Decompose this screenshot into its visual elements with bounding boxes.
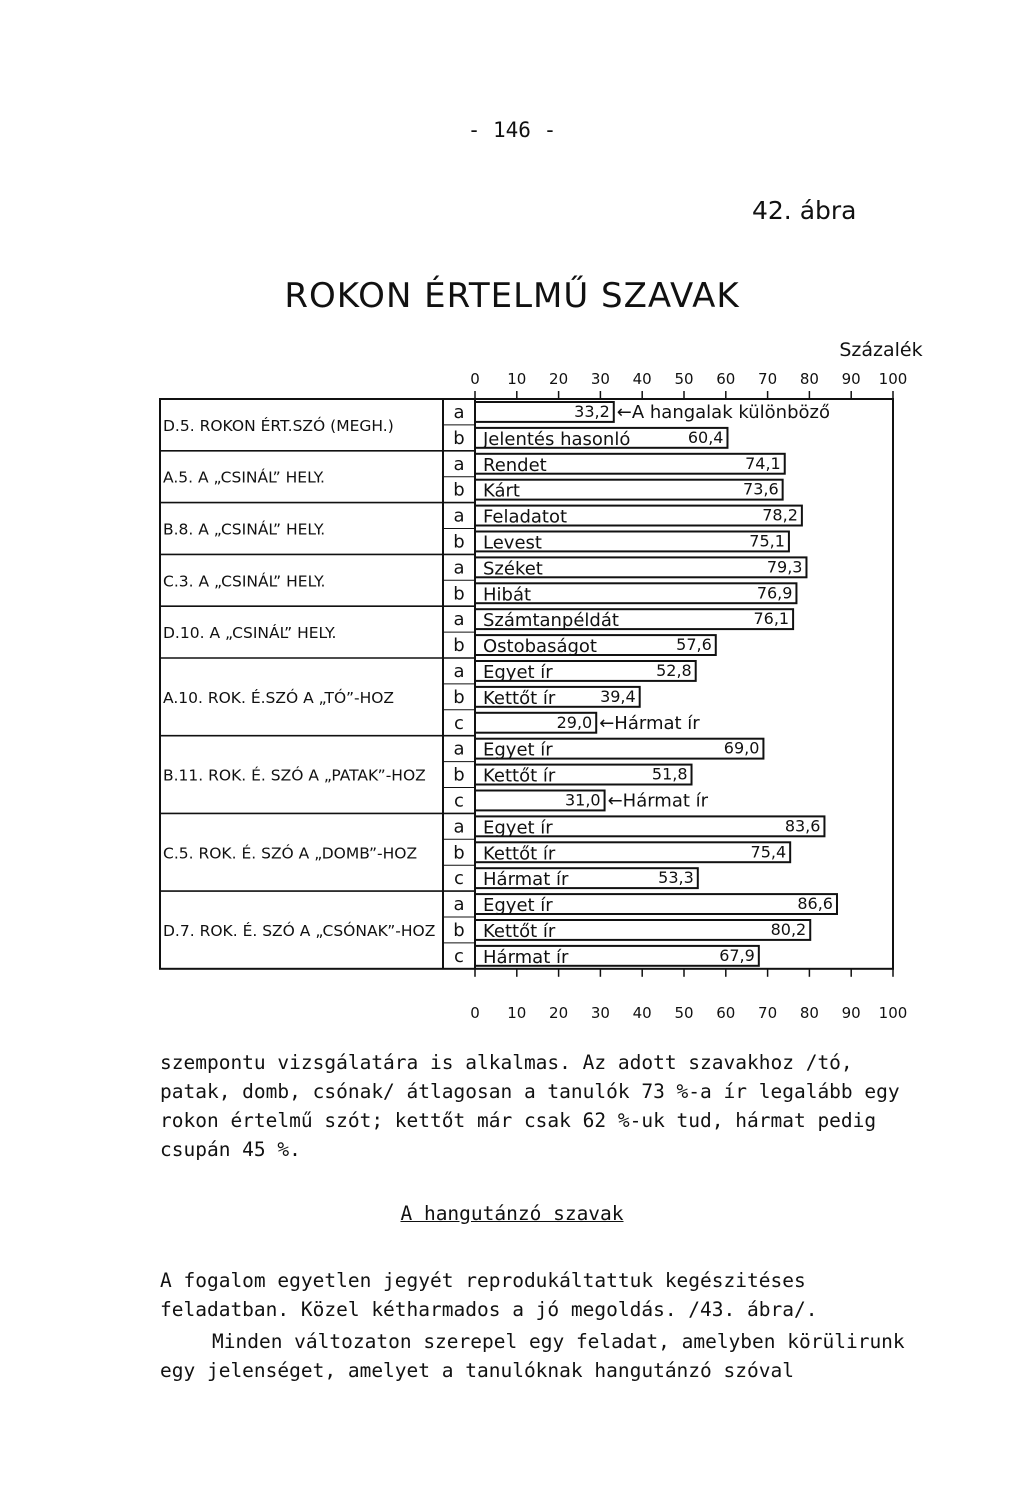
x-tick-label-top: 100 bbox=[878, 370, 908, 388]
bar-value-label: 39,4 bbox=[600, 686, 636, 706]
row-key-label: b bbox=[453, 686, 465, 708]
group-label: B.11. ROK. É. SZÓ A „PATAK”-HOZ bbox=[163, 766, 426, 785]
group-label: A.5. A „CSINÁL” HELY. bbox=[163, 468, 325, 487]
bar-text-label: Egyet ír bbox=[483, 739, 553, 761]
x-tick-label-bottom: 10 bbox=[507, 1004, 527, 1022]
row-key-label: a bbox=[453, 453, 465, 475]
x-tick-label-bottom: 50 bbox=[674, 1004, 694, 1022]
bar-value-label: 75,4 bbox=[750, 842, 787, 862]
row-key-label: a bbox=[453, 894, 465, 916]
body-paragraph-2: A fogalom egyetlen jegyét reprodukáltattuk kegészitéses feladatban. Közel kétharmados a jó megoldás. /43. ábra/. bbox=[160, 1269, 818, 1321]
bar-text-label: Egyet ír bbox=[483, 895, 553, 917]
bar-text-label: Feladatot bbox=[483, 506, 568, 528]
bar-text-label: Levest bbox=[483, 532, 542, 554]
bar-value-label: 79,3 bbox=[766, 557, 803, 577]
bar-value-label: 29,0 bbox=[556, 712, 593, 732]
group-label: D.5. ROKON ÉRT.SZÓ (MEGH.) bbox=[163, 416, 394, 435]
bar-value-label: 52,8 bbox=[656, 661, 692, 680]
bar-value-label: 51,8 bbox=[651, 764, 688, 784]
row-key-label: a bbox=[453, 738, 465, 760]
x-tick-label-bottom: 60 bbox=[716, 1004, 736, 1022]
row-key-label: a bbox=[453, 816, 465, 838]
bar-text-label: Kettőt ír bbox=[483, 687, 556, 709]
row-key-label: c bbox=[454, 790, 464, 812]
bar-value-label: 83,6 bbox=[784, 816, 821, 836]
x-tick-label-bottom: 80 bbox=[799, 1004, 819, 1022]
row-key-label: c bbox=[454, 868, 464, 890]
bar-value-label: 31,0 bbox=[564, 790, 601, 810]
x-tick-label-top: 70 bbox=[758, 370, 778, 388]
group-label: D.10. A „CSINÁL” HELY. bbox=[163, 624, 337, 643]
x-tick-label-top: 0 bbox=[470, 370, 480, 388]
body-paragraph-3: Minden változaton szerepel egy feladat, amelyben körülirunk egy jelenséget, amelyet a tanulóknak hangutánzó szóval bbox=[160, 1330, 905, 1382]
bar-text-label: Rendet bbox=[483, 454, 547, 476]
row-key-label: b bbox=[453, 842, 465, 864]
bar-text-label: Hibát bbox=[483, 584, 532, 606]
row-key-label: b bbox=[453, 427, 465, 449]
chart-title: ROKON ÉRTELMŰ SZAVAK bbox=[284, 276, 740, 316]
section-heading bbox=[0, 1202, 1024, 1225]
row-key-label: a bbox=[453, 557, 465, 579]
bar-value-label: 69,0 bbox=[723, 738, 760, 758]
bar-value-label: 86,6 bbox=[797, 894, 833, 914]
group-label: B.8. A „CSINÁL” HELY. bbox=[163, 520, 326, 539]
x-tick-label-bottom: 30 bbox=[590, 1004, 610, 1022]
body-paragraph-1: szempontu vizsgálatára is alkalmas. Az adott szavakhoz /tó, patak, domb, csónak/ átlagosan a tanulók 73 %-a ír legalább egy rokon értelmű szót; kettőt már csak 62 %-uk tud, hármat pedig csupán 45 %. bbox=[160, 1051, 900, 1161]
x-tick-label-top: 50 bbox=[674, 370, 694, 388]
bar-text-label: Egyet ír bbox=[483, 817, 553, 839]
bar-text-label: Kettőt ír bbox=[483, 843, 556, 865]
row-key-label: c bbox=[454, 945, 464, 967]
bar-value-label: 75,1 bbox=[749, 531, 785, 551]
row-key-label: b bbox=[453, 764, 465, 786]
bar-text-label: Hármat ír bbox=[483, 869, 569, 891]
row-key-label: b bbox=[453, 635, 465, 657]
bar-text-label: ←Hármat ír bbox=[599, 712, 700, 734]
x-tick-label-bottom: 20 bbox=[549, 1004, 569, 1022]
group-label: C.3. A „CSINÁL” HELY. bbox=[163, 572, 326, 591]
bar-text-label: Számtanpéldát bbox=[483, 610, 619, 632]
bar bbox=[475, 480, 783, 500]
row-key-label: b bbox=[453, 479, 465, 501]
row-key-label: c bbox=[454, 712, 464, 734]
axis-unit-label: Százalék bbox=[839, 339, 923, 361]
group-label: D.7. ROK. É. SZÓ A „CSÓNAK”-HOZ bbox=[163, 921, 436, 940]
x-tick-label-bottom: 70 bbox=[758, 1004, 778, 1022]
x-tick-label-top: 60 bbox=[716, 370, 736, 388]
bar-text-label: Jelentés hasonló bbox=[483, 428, 631, 450]
row-key-label: a bbox=[453, 661, 465, 682]
bar-value-label: 78,2 bbox=[762, 505, 798, 525]
bar-text-label: ←A hangalak különböző bbox=[616, 402, 830, 423]
bar-text-label: Hármat ír bbox=[483, 946, 569, 968]
x-tick-label-top: 20 bbox=[549, 370, 569, 388]
x-tick-label-top: 90 bbox=[841, 370, 861, 388]
row-key-label: b bbox=[453, 583, 465, 605]
bar-text-label: Kárt bbox=[483, 480, 520, 502]
section-heading-text: A hangutánzó szavak bbox=[400, 1202, 624, 1225]
x-tick-label-top: 10 bbox=[507, 370, 527, 388]
figure-label: 42. ábra bbox=[752, 196, 857, 225]
bar-text-label: Egyet ír bbox=[483, 662, 553, 683]
x-tick-label-top: 40 bbox=[632, 370, 652, 388]
bar-text-label: Széket bbox=[483, 558, 543, 580]
x-tick-label-bottom: 40 bbox=[632, 1004, 652, 1022]
row-key-label: b bbox=[453, 920, 465, 941]
x-tick-label-top: 30 bbox=[590, 370, 610, 388]
row-key-label: a bbox=[453, 609, 465, 631]
bar-value-label: 67,9 bbox=[719, 945, 755, 965]
bar-text-label: Ostobaságot bbox=[483, 636, 597, 658]
bar-value-label: 80,2 bbox=[770, 920, 807, 939]
page-number: - 146 - bbox=[467, 118, 557, 142]
x-tick-label-bottom: 100 bbox=[878, 1004, 908, 1022]
bar-value-label: 74,1 bbox=[745, 453, 781, 473]
x-tick-label-bottom: 0 bbox=[470, 1004, 480, 1022]
bar-value-label: 76,9 bbox=[756, 583, 793, 603]
bar-value-label: 57,6 bbox=[676, 635, 712, 655]
x-tick-label-top: 80 bbox=[799, 370, 819, 388]
bar-value-label: 33,2 bbox=[574, 402, 610, 421]
group-label: C.5. ROK. É. SZÓ A „DOMB”-HOZ bbox=[163, 844, 418, 863]
bar-value-label: 73,6 bbox=[743, 479, 779, 499]
bar-text-label: Kettőt ír bbox=[483, 921, 556, 942]
row-key-label: a bbox=[453, 402, 465, 423]
bar-text-label: ←Hármat ír bbox=[607, 790, 709, 812]
x-tick-label-bottom: 90 bbox=[841, 1004, 861, 1022]
bar-value-label: 76,1 bbox=[753, 609, 790, 629]
bar-text-label: Kettőt ír bbox=[483, 765, 556, 787]
group-label: A.10. ROK. É.SZÓ A „TÓ”-HOZ bbox=[163, 688, 395, 707]
bar-value-label: 60,4 bbox=[687, 427, 724, 447]
row-key-label: a bbox=[453, 505, 465, 527]
row-key-label: b bbox=[453, 531, 465, 553]
bar-value-label: 53,3 bbox=[658, 868, 694, 888]
